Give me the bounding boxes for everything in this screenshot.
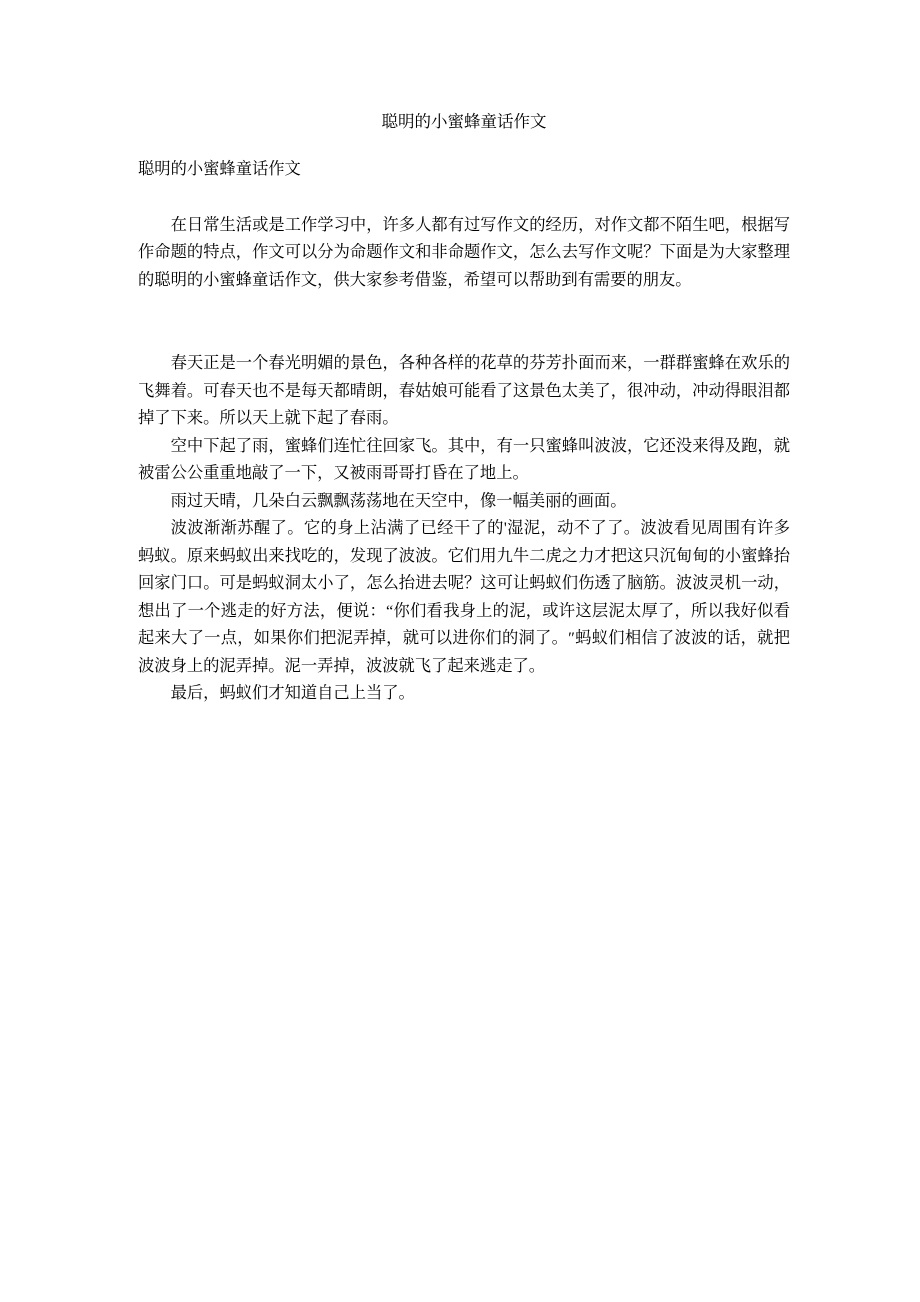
paragraph-introduction: 在日常生活或是工作学习中，许多人都有过写作文的经历，对作文都不陌生吧，根据写作命题的特点，作文可以分为命题作文和非命题作文，怎么去写作文呢？下面是为大家整理的聪明的小蜜蜂童话作文，供大家参考借鉴，希望可以帮助到有需要的朋友。 [138, 214, 790, 289]
paragraph-ending: 最后，蚂蚁们才知道自己上当了。 [170, 683, 415, 702]
paragraph-rain-bobo: 空中下起了雨，蜜蜂们连忙往回家飞。其中，有一只蜜蜂叫波波，它还没来得及跑，就被雷公公重重地敲了一下，又被雨哥哥打昏在了地上。 [138, 435, 790, 482]
paragraph-spring-scene: 春天正是一个春光明媚的景色，各种各样的花草的芬芳扑面而来，一群群蜜蜂在欢乐的飞舞着。可春天也不是每天都晴朗，春姑娘可能看了这景色太美了，很冲动，冲动得眼泪都掉了下来。所以天上就下起了春雨。 [138, 353, 790, 427]
paragraph-ants-escape: 波波渐渐苏醒了。它的身上沾满了已经干了的'湿泥，动不了了。波波看见周围有许多蚂蚁。原来蚂蚁出来找吃的，发现了波波。它们用九牛二虎之力才把这只沉甸甸的小蜜蜂抬回家门口。可是蚂蚁洞太小了，怎么抬进去呢？这可让蚂蚁们伤透了脑筋。波波灵机一动，想出了一个逃走的好方法，便说：“你们看我身上的泥，或许这层泥太厚了，所以我好似看起来大了一点，如果你们把泥弄掉，就可以进你们的洞了。″蚂蚁们相信了波波的话，就把波波身上的泥弄掉。泥一弄掉，波波就飞了起来逃走了。 [138, 518, 790, 675]
document-subtitle: 聪明的小蜜蜂童话作文 [138, 159, 301, 178]
paragraph-clouds: 雨过天晴，几朵白云飘飘荡荡地在天空中，像一幅美丽的画面。 [170, 490, 627, 510]
document-title: 聪明的小蜜蜂童话作文 [381, 112, 547, 131]
